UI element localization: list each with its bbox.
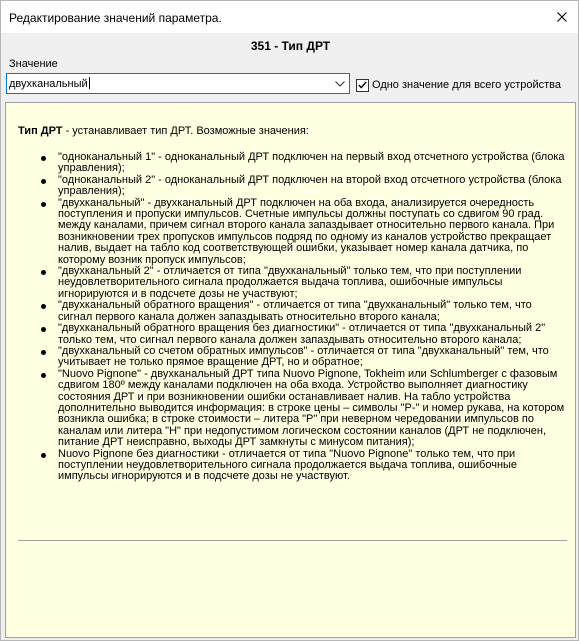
list-item: "двухканальный 2" - отличается от типа "двухканальный" только тем, что при поступлении неудовлетворительного сигнала продолжается выдача топлива, ошибочные импульсы игнорируются и в подсчете дозы не участвуют;: [58, 266, 566, 300]
help-intro: [18, 125, 309, 138]
same-value-checkbox-row[interactable]: [356, 77, 561, 93]
list-item: "двухканальный обратного вращения" - отличается от типа "двухканальный" только тем, что сигнал первого канала должен запаздывать относительно второго канала;: [58, 300, 566, 323]
list-item: "Nuovo Pignone" - двухканальный ДРТ типа Nuovo Pignone, Tokheim или Schlumberger с фазовым сдвигом 180º между каналами подключен на оба входа. Устройство выполняет диагностику состояния ДРТ и при возникновении ошибки останавливает налив. На табло устройства дополнительно выводится информация: в строке цены – символы "Р-" и номер рукава, на котором возникла ошибка; в строке стоимости – литера "Р" при неверном чередовании импульсов по каналам или литера "Н" при недопустимом логическом состоянии каналов (ДРТ не подключен, питание ДРТ неисправно, выходы ДРТ замкнуты с минусом питания);: [58, 367, 565, 449]
close-icon: [557, 12, 567, 22]
parameter-heading: 351 - Тип ДРТ: [250, 39, 331, 53]
list-item: "одноканальный 1" - одноканальный ДРТ подключен на первый вход отсчетного устройства (блока управления);: [58, 151, 565, 175]
list-item: "двухканальный обратного вращения без диагностики" - отличается от типа "двухканальный 2" только тем, что сигнал первого канала должен запаздывать относительно второго канала;: [58, 323, 566, 346]
close-button[interactable]: [552, 7, 572, 27]
same-value-checkbox[interactable]: [356, 79, 369, 92]
list-item: Nuovo Pignone без диагностики - отличается от типа "Nuovo Pignone" только тем, что при поступлении неудовлетворительного сигнала продолжается выдача топлива, ошибочные импульсы игнорируются и в подсчете дозы не участвуют.: [58, 449, 566, 483]
list-item: "одноканальный 2" - одноканальный ДРТ подключен на второй вход отсчетного устройства (блока управления);: [58, 175, 566, 198]
value-combobox[interactable]: [6, 73, 350, 94]
window-title: Редактирование значений параметра.: [9, 11, 222, 25]
help-value-list: [58, 152, 566, 483]
value-dropdown-button[interactable]: [331, 74, 349, 93]
title-bar[interactable]: [1, 1, 578, 33]
help-intro-term: Тип ДРТ: [18, 125, 63, 137]
list-item: "двухканальный" - двухканальный ДРТ подключен на оба входа, анализируется очередность поступления и пропуски импульсов. Счетные импульсы должны поступать со сдвигом 90 град. между каналами, причем сигнал второго канала запаздывает относительно первого канала. При возникновении трех пропусков импульсов подряд по одному из каналов устройство прекращает налив, выдает на табло код соответствующей ошибки, указывает номер канала датчика, по которому возник пропуск импульсов;: [58, 198, 566, 266]
list-item: "двухканальный со счетом обратных импульсов" - отличается от типа "двухканальный" тем, что учитывает не только прямое вращение ДРТ, но и обратное;: [58, 346, 566, 369]
check-icon: [358, 81, 367, 89]
value-label: Значение: [9, 58, 58, 70]
chevron-down-icon: [335, 81, 345, 87]
value-combobox-text[interactable]: двухканальный: [9, 78, 88, 90]
help-intro-text: - устанавливает тип ДРТ. Возможные значения:: [62, 125, 309, 137]
same-value-checkbox-label[interactable]: Одно значение для всего устройства: [372, 79, 562, 91]
help-divider: [18, 540, 567, 541]
help-panel: [5, 102, 576, 638]
